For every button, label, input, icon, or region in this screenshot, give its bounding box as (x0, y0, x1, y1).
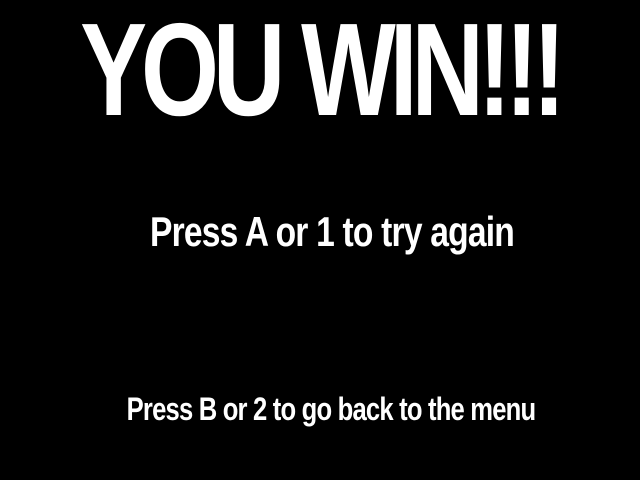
win-title: YOU WIN!!! (80, 0, 560, 143)
try-again-prompt: Press A or 1 to try again (149, 208, 515, 255)
back-to-menu-prompt: Press B or 2 to go back to the menu (126, 391, 536, 427)
